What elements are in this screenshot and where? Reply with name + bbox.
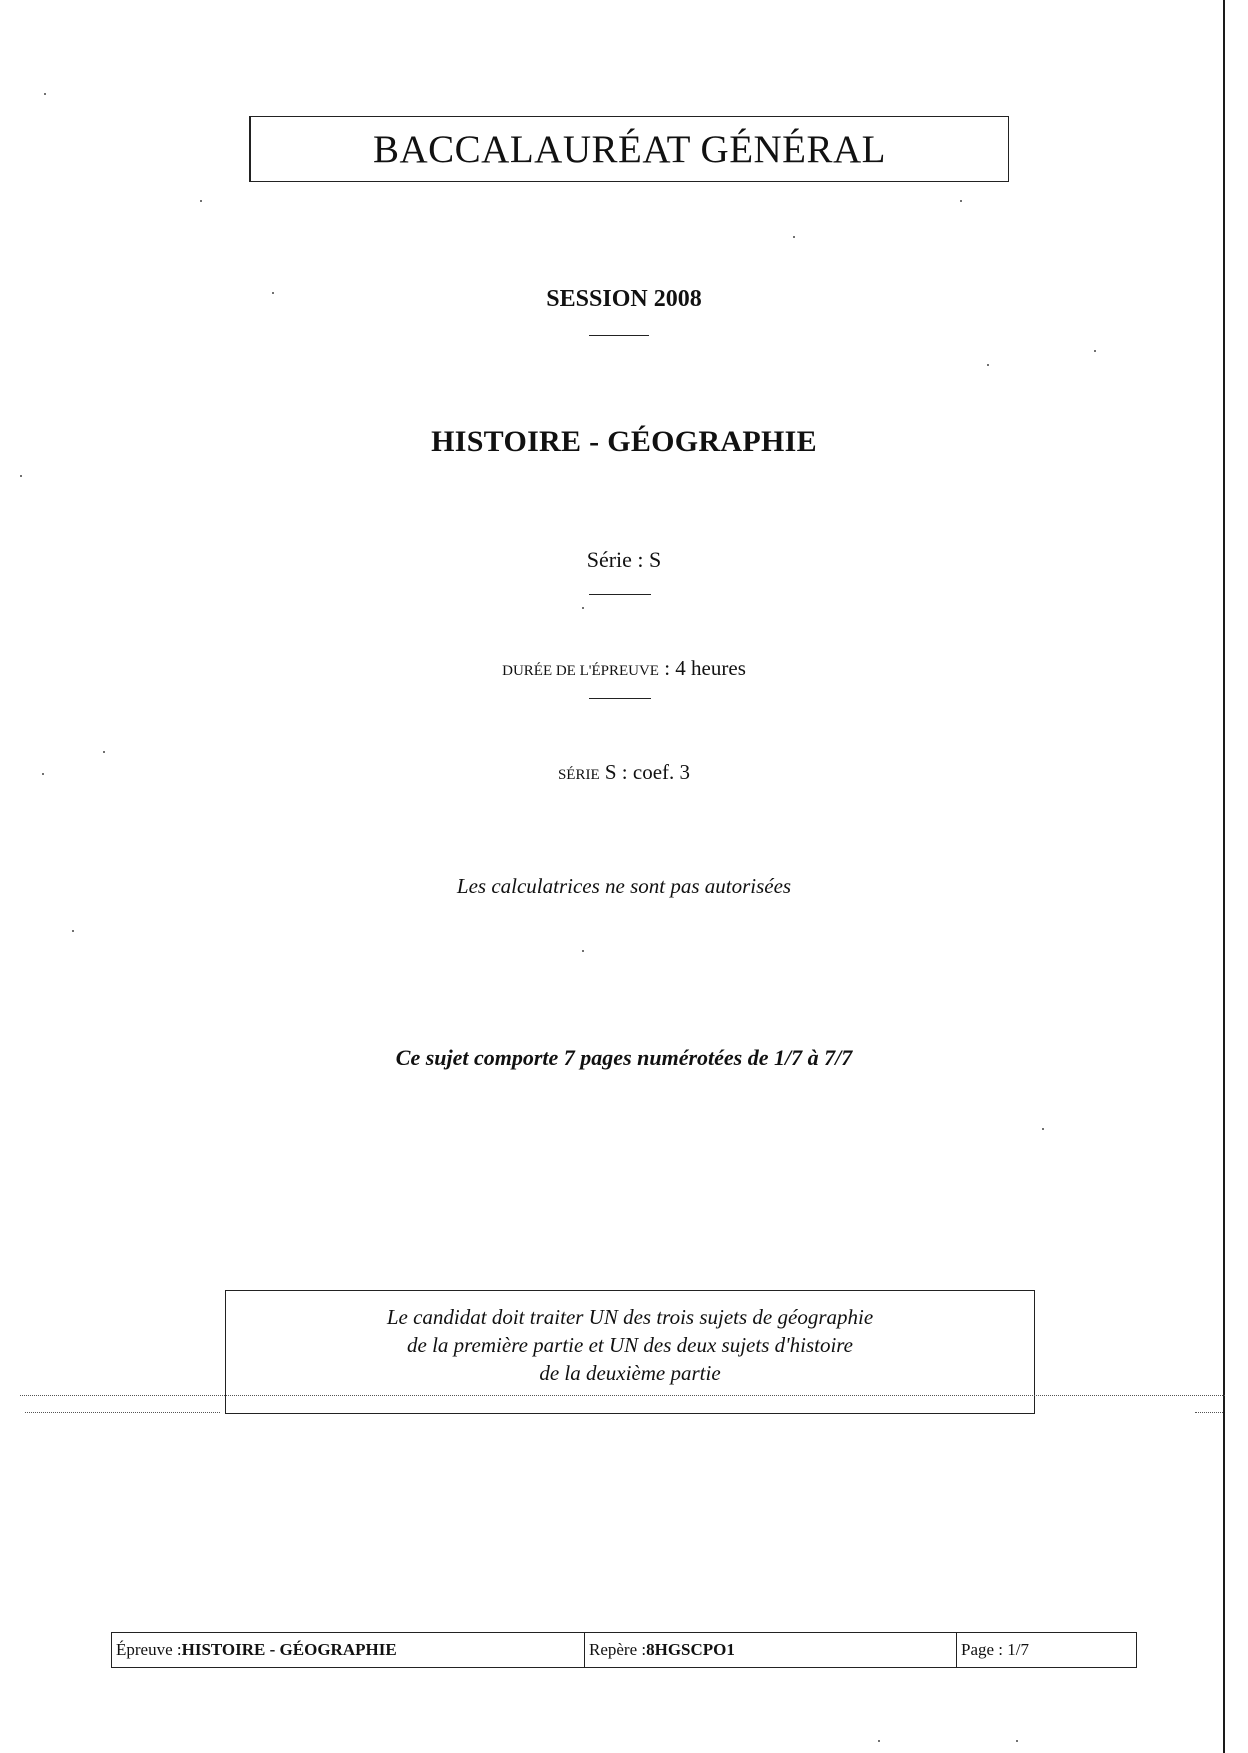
- instruction-line-3: de la deuxième partie: [539, 1361, 721, 1385]
- scan-speck: [582, 607, 584, 609]
- scan-dotted-line-1: [20, 1395, 1225, 1396]
- coefficient-label: SÉRIE: [557, 767, 600, 783]
- scan-speck: [72, 930, 74, 932]
- duration-label: DURÉE DE L'ÉPREUVE: [502, 663, 659, 679]
- scan-speck: [103, 751, 105, 753]
- exam-title: BACCALAURÉAT GÉNÉRAL: [372, 127, 887, 171]
- footer-repere-label: Repère :: [589, 1640, 647, 1659]
- scan-speck: [42, 773, 44, 775]
- scan-speck: [582, 950, 584, 952]
- scan-speck: [200, 200, 202, 202]
- scan-dotted-line-3: [1195, 1412, 1223, 1413]
- footer-epreuve-cell: [112, 1633, 585, 1667]
- scan-speck: [272, 292, 274, 294]
- footer-table: [111, 1632, 1137, 1668]
- duration-value: : 4 heures: [658, 656, 746, 680]
- footer-page-label: Page : 1/7: [961, 1640, 1029, 1659]
- page-count-notice: Ce sujet comporte 7 pages numérotées de 1/7 à 7/7: [395, 1045, 853, 1070]
- divider-duree: [589, 698, 651, 699]
- session-label: SESSION 2008: [546, 286, 702, 312]
- calculator-notice: Les calculatrices ne sont pas autorisées: [456, 874, 792, 898]
- scan-speck: [44, 93, 46, 95]
- scan-speck: [878, 1740, 880, 1742]
- divider-session: [589, 335, 649, 336]
- scan-speck: [987, 364, 989, 366]
- title-box: [249, 116, 1009, 182]
- footer-repere-value: 8HGSCPO1: [646, 1640, 735, 1659]
- subject-title: HISTOIRE - GÉOGRAPHIE: [431, 425, 817, 458]
- scan-speck: [20, 475, 22, 477]
- scan-dotted-line-2: [25, 1412, 220, 1413]
- instruction-line-2: de la première partie et UN des deux sujets d'histoire: [407, 1333, 853, 1357]
- coefficient-line: [0, 760, 1248, 785]
- instruction-line-1: Le candidat doit traiter UN des trois sujets de géographie: [386, 1305, 874, 1329]
- divider-serie: [589, 594, 651, 595]
- coefficient-value: S : coef. 3: [599, 760, 691, 784]
- duration-line: [0, 656, 1248, 681]
- serie-label: Série : S: [586, 547, 662, 572]
- footer-epreuve-label: Épreuve :: [116, 1640, 182, 1659]
- scan-speck: [960, 200, 962, 202]
- footer-repere-cell: [585, 1633, 957, 1667]
- scan-speck: [793, 236, 795, 238]
- scan-speck: [1042, 1128, 1044, 1130]
- footer-epreuve-value: HISTOIRE - GÉOGRAPHIE: [181, 1640, 397, 1659]
- footer-page-cell: [957, 1633, 1136, 1667]
- scan-speck: [1094, 350, 1096, 352]
- scan-speck: [1016, 1740, 1018, 1742]
